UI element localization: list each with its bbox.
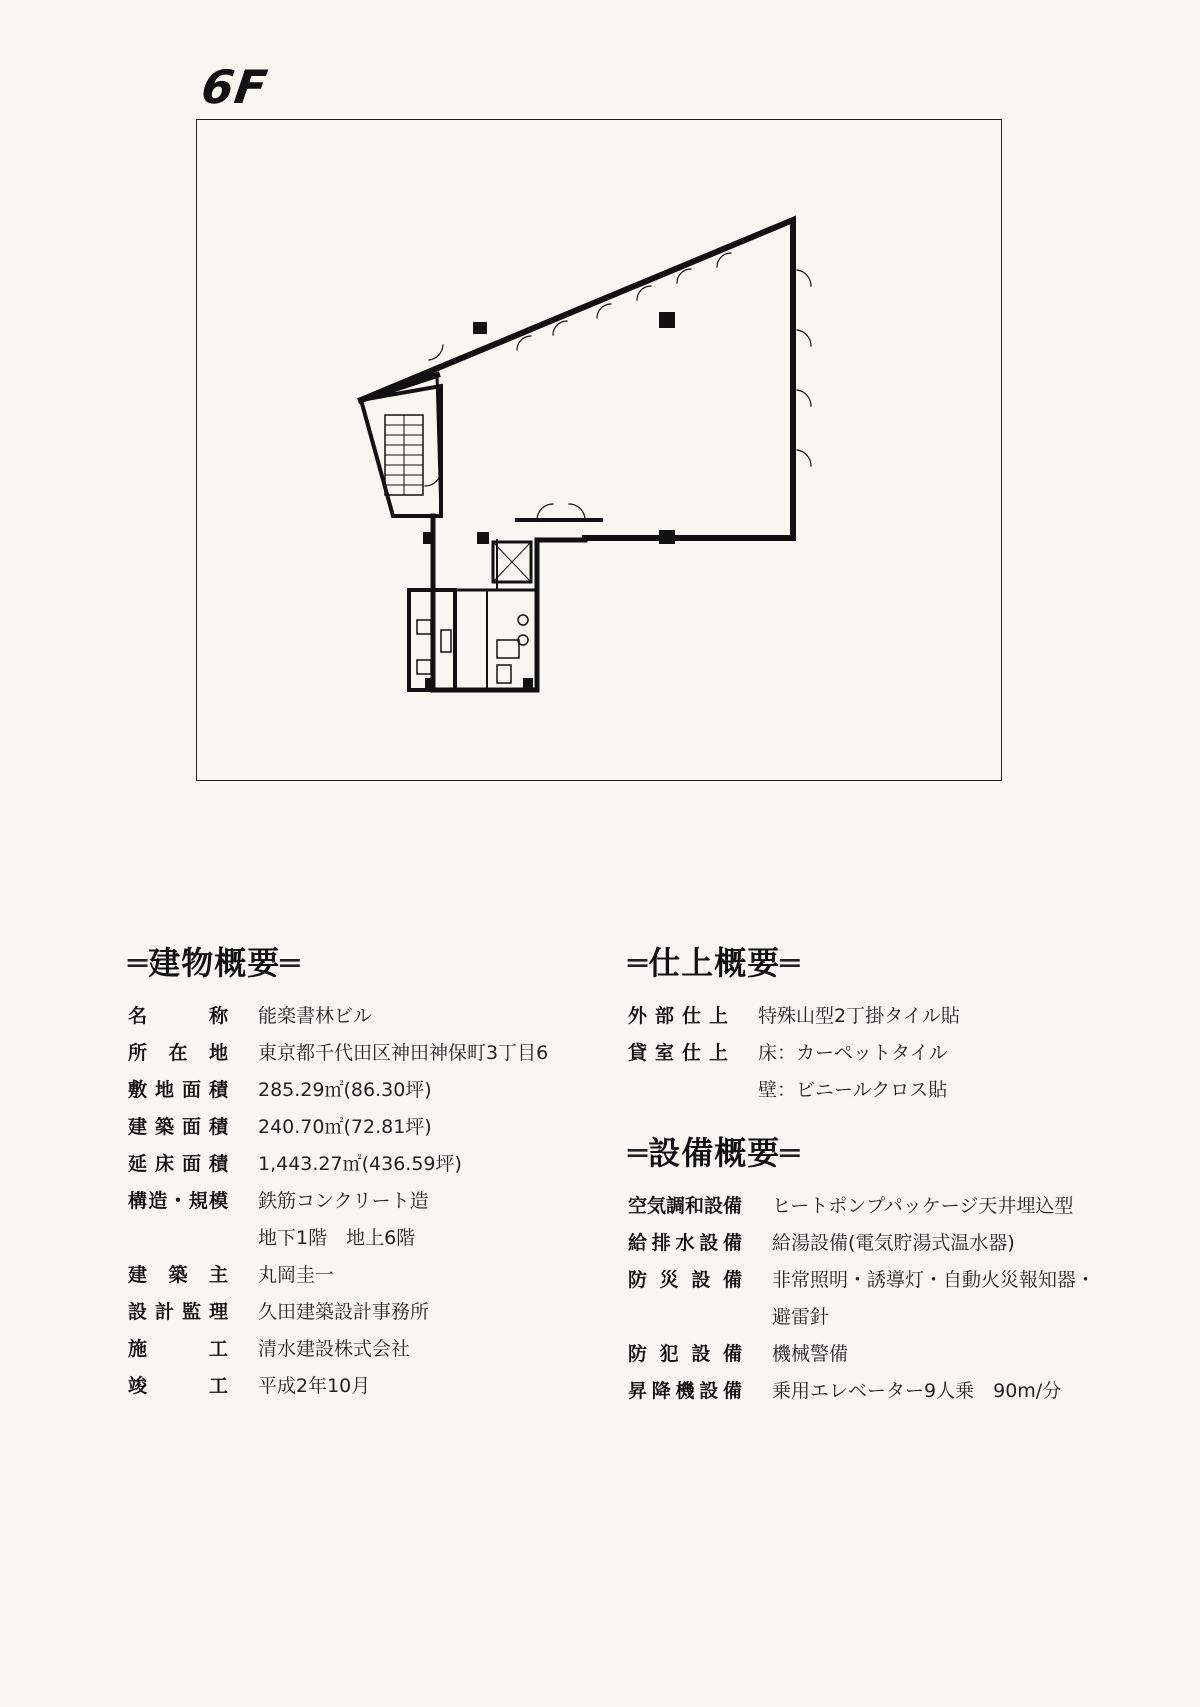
- spec-value: ヒートポンプパッケージ天井埋込型: [772, 1195, 1074, 1217]
- spec-row: [128, 1107, 548, 1144]
- spec-label: 建築面積: [128, 1116, 228, 1138]
- building-summary-table: [128, 996, 548, 1403]
- spec-label: 防災設備: [628, 1269, 743, 1291]
- spec-label: 防犯設備: [628, 1343, 743, 1365]
- spec-label: 名 称: [128, 1005, 228, 1027]
- spec-row: [628, 1033, 960, 1070]
- column: [423, 532, 435, 544]
- stair-enclosure: [361, 386, 441, 516]
- spec-label: 建築主: [128, 1264, 228, 1286]
- spec-value: 壁：ビニールクロス貼: [758, 1079, 948, 1101]
- spec-row: [628, 1260, 1095, 1297]
- column: [659, 530, 675, 544]
- spec-row: [628, 1223, 1095, 1260]
- spec-value: 240.70㎡(72.81坪): [258, 1116, 432, 1138]
- floor-label: 6F: [198, 60, 272, 114]
- spec-label: 空気調和設備: [628, 1195, 743, 1217]
- spec-value: 避雷針: [772, 1306, 830, 1328]
- spec-value: 機械警備: [772, 1343, 849, 1365]
- finish-summary-table: [628, 996, 960, 1107]
- spec-row: [128, 1070, 548, 1107]
- spec-value: 平成2年10月: [258, 1375, 371, 1397]
- spec-label: 外部仕上: [628, 1005, 728, 1027]
- spec-label: 設計監理: [128, 1301, 228, 1323]
- spec-row: [628, 1070, 960, 1107]
- spec-label: [628, 1297, 742, 1334]
- spec-value: 鉄筋コンクリート造: [258, 1190, 429, 1212]
- spec-value: 東京都千代田区神田神保町3丁目6: [258, 1042, 549, 1064]
- spec-row: [628, 1297, 1095, 1334]
- spec-value: 清水建設株式会社: [258, 1338, 411, 1360]
- column: [473, 322, 487, 334]
- spec-value: 乗用エレベーター9人乗 90m/分: [772, 1380, 1062, 1402]
- spec-value: 非常照明・誘導灯・自動火災報知器・: [772, 1269, 1096, 1291]
- equipment-summary-table: [628, 1186, 1095, 1408]
- spec-row: [628, 1371, 1095, 1408]
- spec-label: 竣 工: [128, 1375, 228, 1397]
- spec-row: [628, 1334, 1095, 1371]
- spec-value: 床：カーペットタイル: [758, 1042, 948, 1064]
- spec-label: 貸室仕上: [628, 1042, 728, 1064]
- spec-value: 地下1階 地上6階: [258, 1227, 416, 1249]
- spec-row: [128, 996, 548, 1033]
- spec-row: [128, 1144, 548, 1181]
- spec-row: [128, 1255, 548, 1292]
- column: [523, 678, 533, 690]
- spec-label: 施 工: [128, 1338, 228, 1360]
- spec-label: 所在地: [128, 1042, 228, 1064]
- spec-label: 延床面積: [128, 1153, 228, 1175]
- spec-label: 構造・規模: [128, 1190, 228, 1212]
- building-summary-title: ═建物概要═: [128, 944, 301, 982]
- spec-row: [628, 1186, 1095, 1223]
- spec-row: [128, 1329, 548, 1366]
- column: [425, 678, 435, 690]
- column: [659, 312, 675, 328]
- floor-plan: [196, 119, 1002, 781]
- spec-value: 285.29㎡(86.30坪): [258, 1079, 432, 1101]
- spec-row: [128, 1292, 548, 1329]
- spec-row: [128, 1366, 548, 1403]
- spec-label: 昇降機設備: [628, 1380, 743, 1402]
- spec-row: [128, 1033, 548, 1070]
- spec-value: 久田建築設計事務所: [258, 1301, 430, 1323]
- spec-value: 丸岡圭一: [258, 1264, 335, 1286]
- spec-label: 敷地面積: [128, 1079, 228, 1101]
- spec-label: [128, 1218, 228, 1255]
- spec-value: 能楽書林ビル: [258, 1005, 373, 1027]
- spec-value: 特殊山型2丁掛タイル貼: [758, 1005, 960, 1027]
- spec-value: 給湯設備(電気貯湯式温水器): [772, 1232, 1015, 1254]
- equipment-summary-title: ═設備概要═: [628, 1134, 801, 1172]
- floor-plan-drawing: [197, 120, 1003, 782]
- finish-summary-title: ═仕上概要═: [628, 944, 801, 982]
- spec-row: [128, 1181, 548, 1218]
- spec-row: [628, 996, 960, 1033]
- spec-label: 給排水設備: [628, 1232, 743, 1254]
- spec-row: [128, 1218, 548, 1255]
- column: [477, 532, 489, 544]
- spec-value: 1,443.27㎡(436.59坪): [258, 1153, 462, 1175]
- spec-label: [628, 1070, 728, 1107]
